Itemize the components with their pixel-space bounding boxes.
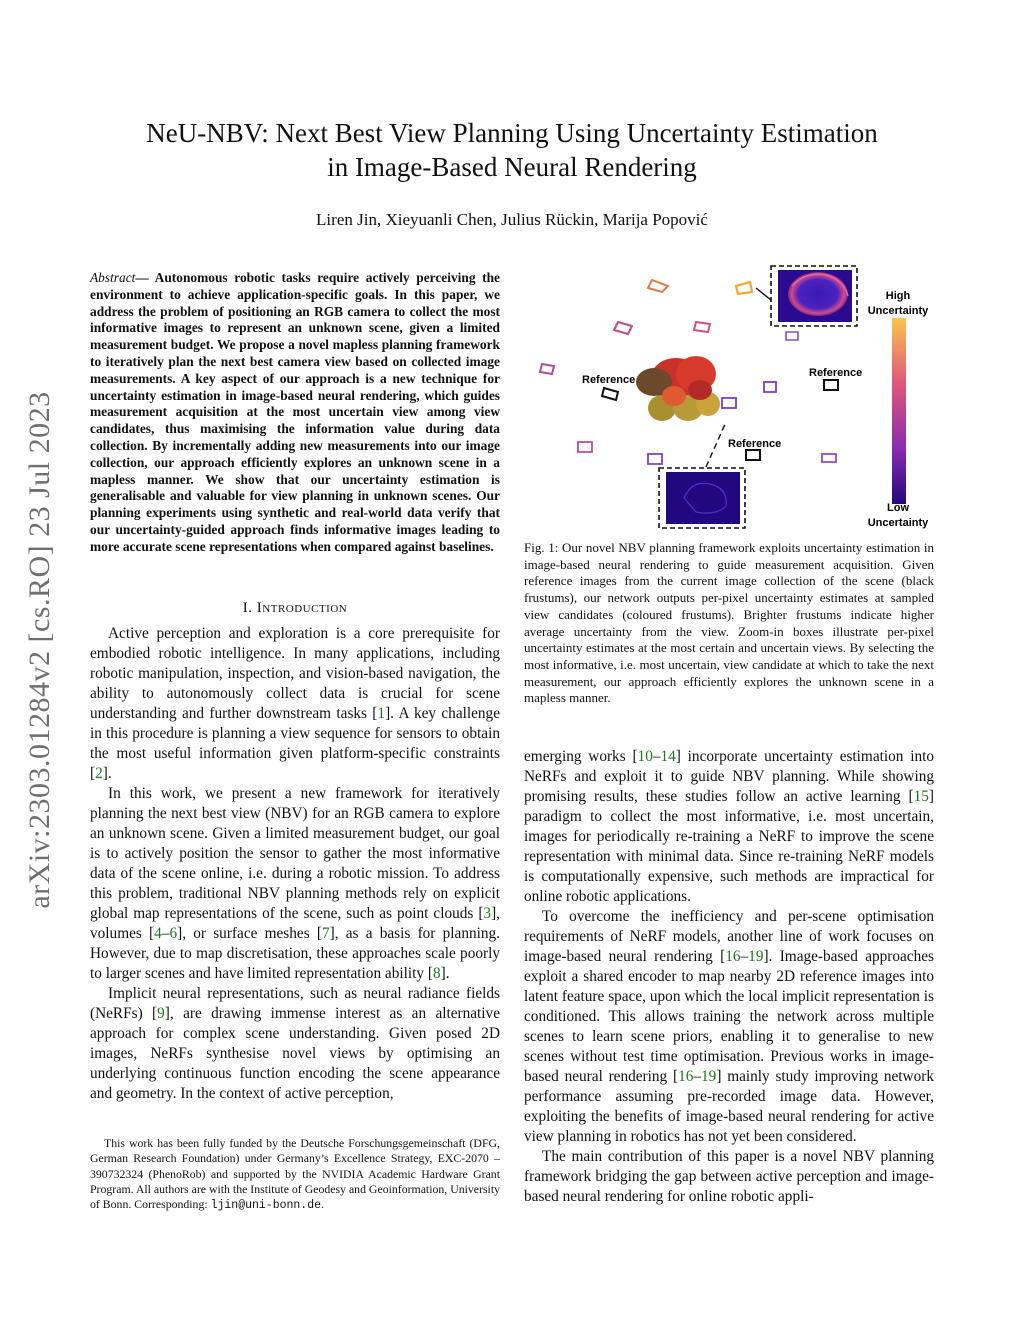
- citation-link[interactable]: 2: [95, 765, 103, 782]
- paragraph-text: ], are drawing immense interest as an alternative approach for complex scene understanding. Given posed 2D images, NeRFs synthesise novel views by optimising an underlying continuous function encoding the scene appearance and geometry. In the context of active perception,: [90, 1005, 500, 1102]
- paragraph-text: –: [693, 1068, 702, 1085]
- left-column-body: [90, 624, 500, 1104]
- colorbar-low-label-2: Uncertainty: [867, 517, 929, 529]
- paragraph: [90, 624, 500, 784]
- abstract: [90, 270, 500, 556]
- footnote-text: This work has been fully funded by the Deutsche Forschungsgemeinschaft (DFG, German Research Foundation) under Germany’s Excellence Strategy, EXC-2070 – 390732324 (PhenoRob) and supported by the NVIDIA Academic Hardware Grant Program. All authors are with the Institute of Geodesy and Geoinformation, University of Bonn. Corresponding:: [90, 1136, 500, 1212]
- paragraph: [90, 784, 500, 984]
- abstract-text: — Autonomous robotic tasks require actively perceiving the environment to achieve application-specific goals. In this paper, we address the problem of positioning an RGB camera to collect the most informative images to represent an unknown scene, given a limited measurement budget. We propose a novel mapless planning framework to iteratively plan the next best camera view based on collected image measurements. A key aspect of our approach is a new technique for uncertainty estimation in image-based neural rendering, which guides measurement acquisition at the most uncertain view among view candidates, thus maximising the information value during data collection. By incrementally adding new measurements into our image collection, our approach efficiently explores an unknown scene in a mapless manner. We show that our uncertainty estimation is generalisable and valuable for view planning in unknown scenes. Our planning experiments using synthetic and real-world data verify that our uncertainty-guided approach finds informative images leading to more accurate scene representations when compared against baselines.: [90, 270, 500, 554]
- citation-link[interactable]: 19: [701, 1068, 717, 1085]
- paragraph-text: To overcome the inefficiency and per-scene optimisation requirements of NeRF models, another line of work focuses on image-based neural rendering [: [524, 908, 934, 965]
- paragraph-text: ], volumes [: [90, 905, 500, 942]
- citation-link[interactable]: 16: [678, 1068, 694, 1085]
- arxiv-identifier: [20, 360, 60, 940]
- paragraph: [524, 907, 934, 1147]
- paragraph-text: ] incorporate uncertainty estimation into NeRFs and exploit it to guide NBV planning. While showing promising results, these studies follow an active learning [: [524, 748, 935, 805]
- paragraph: [524, 1147, 934, 1207]
- footnote-end: .: [321, 1197, 324, 1212]
- email-link[interactable]: ljin@uni-bonn.de: [210, 1199, 322, 1213]
- figure-1-illustration: [524, 262, 936, 534]
- abstract-label: Abstract: [90, 270, 136, 285]
- colorbar-low-label: Low: [887, 502, 909, 514]
- paragraph-text: ], as a basis for planning. However, due to map discretisation, these approaches scale poorly to larger scenes and have limited representation ability [: [90, 925, 500, 982]
- paragraph-text: ]. Image-based approaches exploit a shared encoder to map nearby 2D reference images into latent feature space, upon which the local implicit representation is conditioned. This allows training the network across multiple scenes to learn scene priors, enabling it to generalise to new scenes without test time optimisation. Previous works in image-based neural rendering [: [524, 948, 934, 1085]
- paper-title: [100, 116, 924, 184]
- figure-caption: Fig. 1: Our novel NBV planning framework exploits uncertainty estimation in image-based neural rendering to guide measurement acquisition. Given reference images from the current image collection of the scene (black frustums), our network outputs per-pixel uncertainty estimates at sampled view candidates (coloured frustums). Brighter frustums indicate higher average uncertainty from the view. Zoom-in boxes illustrate per-pixel uncertainty estimates at the most certain and uncertain views. By selecting the most informative, i.e. most uncertain, view candidate at which to take the next measurement, our approach efficiently explores the unknown scene in a mapless manner.: [524, 540, 934, 706]
- citation-link[interactable]: 15: [913, 788, 929, 805]
- citation-link[interactable]: 10: [637, 748, 653, 765]
- citation-link[interactable]: 19: [748, 948, 764, 965]
- citation-link[interactable]: 16: [725, 948, 741, 965]
- fruit-scene: [636, 356, 720, 421]
- paragraph-text: emerging works [: [524, 748, 638, 765]
- paragraph-text: ] mainly study improving network performance assuming pre-recorded image data. However, exploiting the benefits of image-based neural rendering for active view planning in robotics has not yet been considered.: [524, 1068, 934, 1145]
- reference-label-1: Reference: [582, 374, 636, 386]
- footnote-paragraph: [90, 1136, 500, 1213]
- footnote: [90, 1136, 500, 1213]
- paragraph-text: ], or surface meshes [: [177, 925, 322, 942]
- right-column-body: [524, 747, 934, 1207]
- citation-link[interactable]: 9: [157, 1005, 165, 1022]
- arxiv-id-text: arXiv:2303.01284v2 [cs.RO] 23 Jul 2023: [23, 391, 56, 909]
- figure-1: [524, 262, 936, 534]
- reference-frustums: [602, 380, 838, 460]
- reference-label-3: Reference: [728, 438, 782, 450]
- paragraph-text: ].: [440, 965, 450, 982]
- section-heading: [90, 600, 500, 617]
- paragraph: [524, 747, 934, 907]
- title-line-2: in Image-Based Neural Rendering: [327, 152, 697, 182]
- paragraph-text: –: [740, 948, 749, 965]
- citation-link[interactable]: 6: [169, 925, 178, 942]
- colorbar-high-label: High: [885, 290, 911, 302]
- citation-link[interactable]: 8: [432, 965, 441, 982]
- author-list: Liren Jin, Xieyuanli Chen, Julius Rückin, Marija Popović: [316, 210, 708, 229]
- paragraph-text: Implicit neural representations, such as neural radiance fields (NeRFs) [: [90, 985, 500, 1022]
- uncertainty-colorbar: [892, 318, 906, 504]
- paragraph-text: –: [161, 925, 170, 942]
- citation-link[interactable]: 7: [321, 925, 330, 942]
- paragraph-text: ] paradigm to collect the most informative, i.e. most uncertain, images for periodically re-training a NeRF to improve the scene representation with minimal data. Since re-training NeRF models is computationally expensive, such methods are impractical for online robotic applications.: [524, 788, 934, 905]
- paragraph-text: The main contribution of this paper is a novel NBV planning framework bridging the gap between active perception and image-based neural rendering for online robotic appli-: [524, 1148, 934, 1205]
- paragraph-text: –: [652, 748, 661, 765]
- section-number: I.: [242, 600, 257, 616]
- title-line-1: NeU-NBV: Next Best View Planning Using Uncertainty Estimation: [146, 118, 878, 148]
- citation-link[interactable]: 14: [660, 748, 676, 765]
- citation-link[interactable]: 1: [377, 705, 386, 722]
- paragraph-text: Active perception and exploration is a core prerequisite for embodied robotic intelligence. In many applications, including robotic manipulation, inspection, and vision-based navigation, the ability to autonomously collect data is crucial for scene understanding and further downstream tasks [: [90, 625, 500, 722]
- paragraph-text: In this work, we present a new framework for iteratively planning the next best view (NBV) for an RGB camera to explore an unknown scene. Given a limited measurement budget, our goal is to actively position the sensor to gather the most informative data of the scene online, i.e. during a robotic mission. To address this problem, traditional NBV planning methods rely on explicit global map representations of the scene, such as point clouds [: [90, 785, 500, 922]
- paragraph-text: ].: [102, 765, 112, 782]
- reference-label-2: Reference: [809, 367, 863, 379]
- uncertainty-map-low: [666, 472, 740, 524]
- section-title: Introduction: [256, 600, 348, 616]
- paragraph: [90, 984, 500, 1104]
- colorbar-high-label-2: Uncertainty: [867, 305, 929, 317]
- paragraph-text: ]. A key challenge in this procedure is planning a view sequence for sensors to obtain the most useful information given platform-specific constraints [: [90, 705, 500, 782]
- citation-link[interactable]: 3: [483, 905, 492, 922]
- citation-link[interactable]: 4: [154, 925, 162, 942]
